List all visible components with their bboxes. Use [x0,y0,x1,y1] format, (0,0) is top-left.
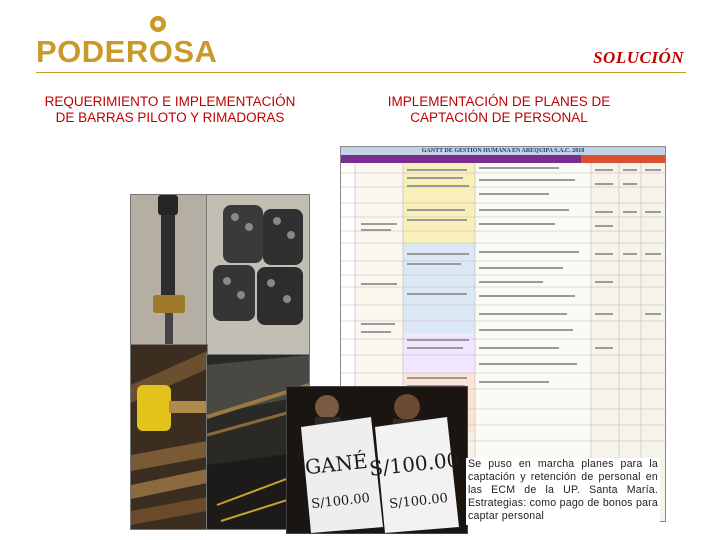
solution-label: SOLUCIÓN [593,48,684,67]
winners-icon [287,387,467,533]
document-title: GANTT DE GESTIÓN HUMANA EN AREQUIPA S.A.C. 2018 [341,147,665,155]
drill-rod-photo [130,194,208,346]
brand-logo-text: PODEROSA [36,34,218,69]
caption-text: Se puso en marcha planes para la captación y retención de personal en las ECM de la UP. Santa María. Estrategias: como pago de bonos para captar personal [466,458,660,525]
document-date-header-bar [581,155,665,163]
sign-right-gane: S/100.00 [368,447,461,481]
sign-right-amount: S/100.00 [388,490,449,513]
winners-photo [286,386,468,534]
yellow-bit-icon [131,345,207,529]
drill-rod-icon [131,195,207,345]
right-heading: IMPLEMENTACIÓN DE PLANES DE CAPTACIÓN DE PERSONAL [387,94,611,125]
sign-left-gane: GANÉ [303,448,369,480]
drill-bits-photo [206,194,310,356]
sign-left-amount: S/100.00 [310,490,371,513]
header-divider [36,72,686,73]
drill-bits-icon [207,195,309,355]
left-heading: REQUERIMIENTO E IMPLEMENTACIÓN DE BARRAS PILOTO Y RIMADORAS [44,94,296,125]
yellow-bit-photo [130,344,208,530]
logo-mark-icon [148,14,168,34]
